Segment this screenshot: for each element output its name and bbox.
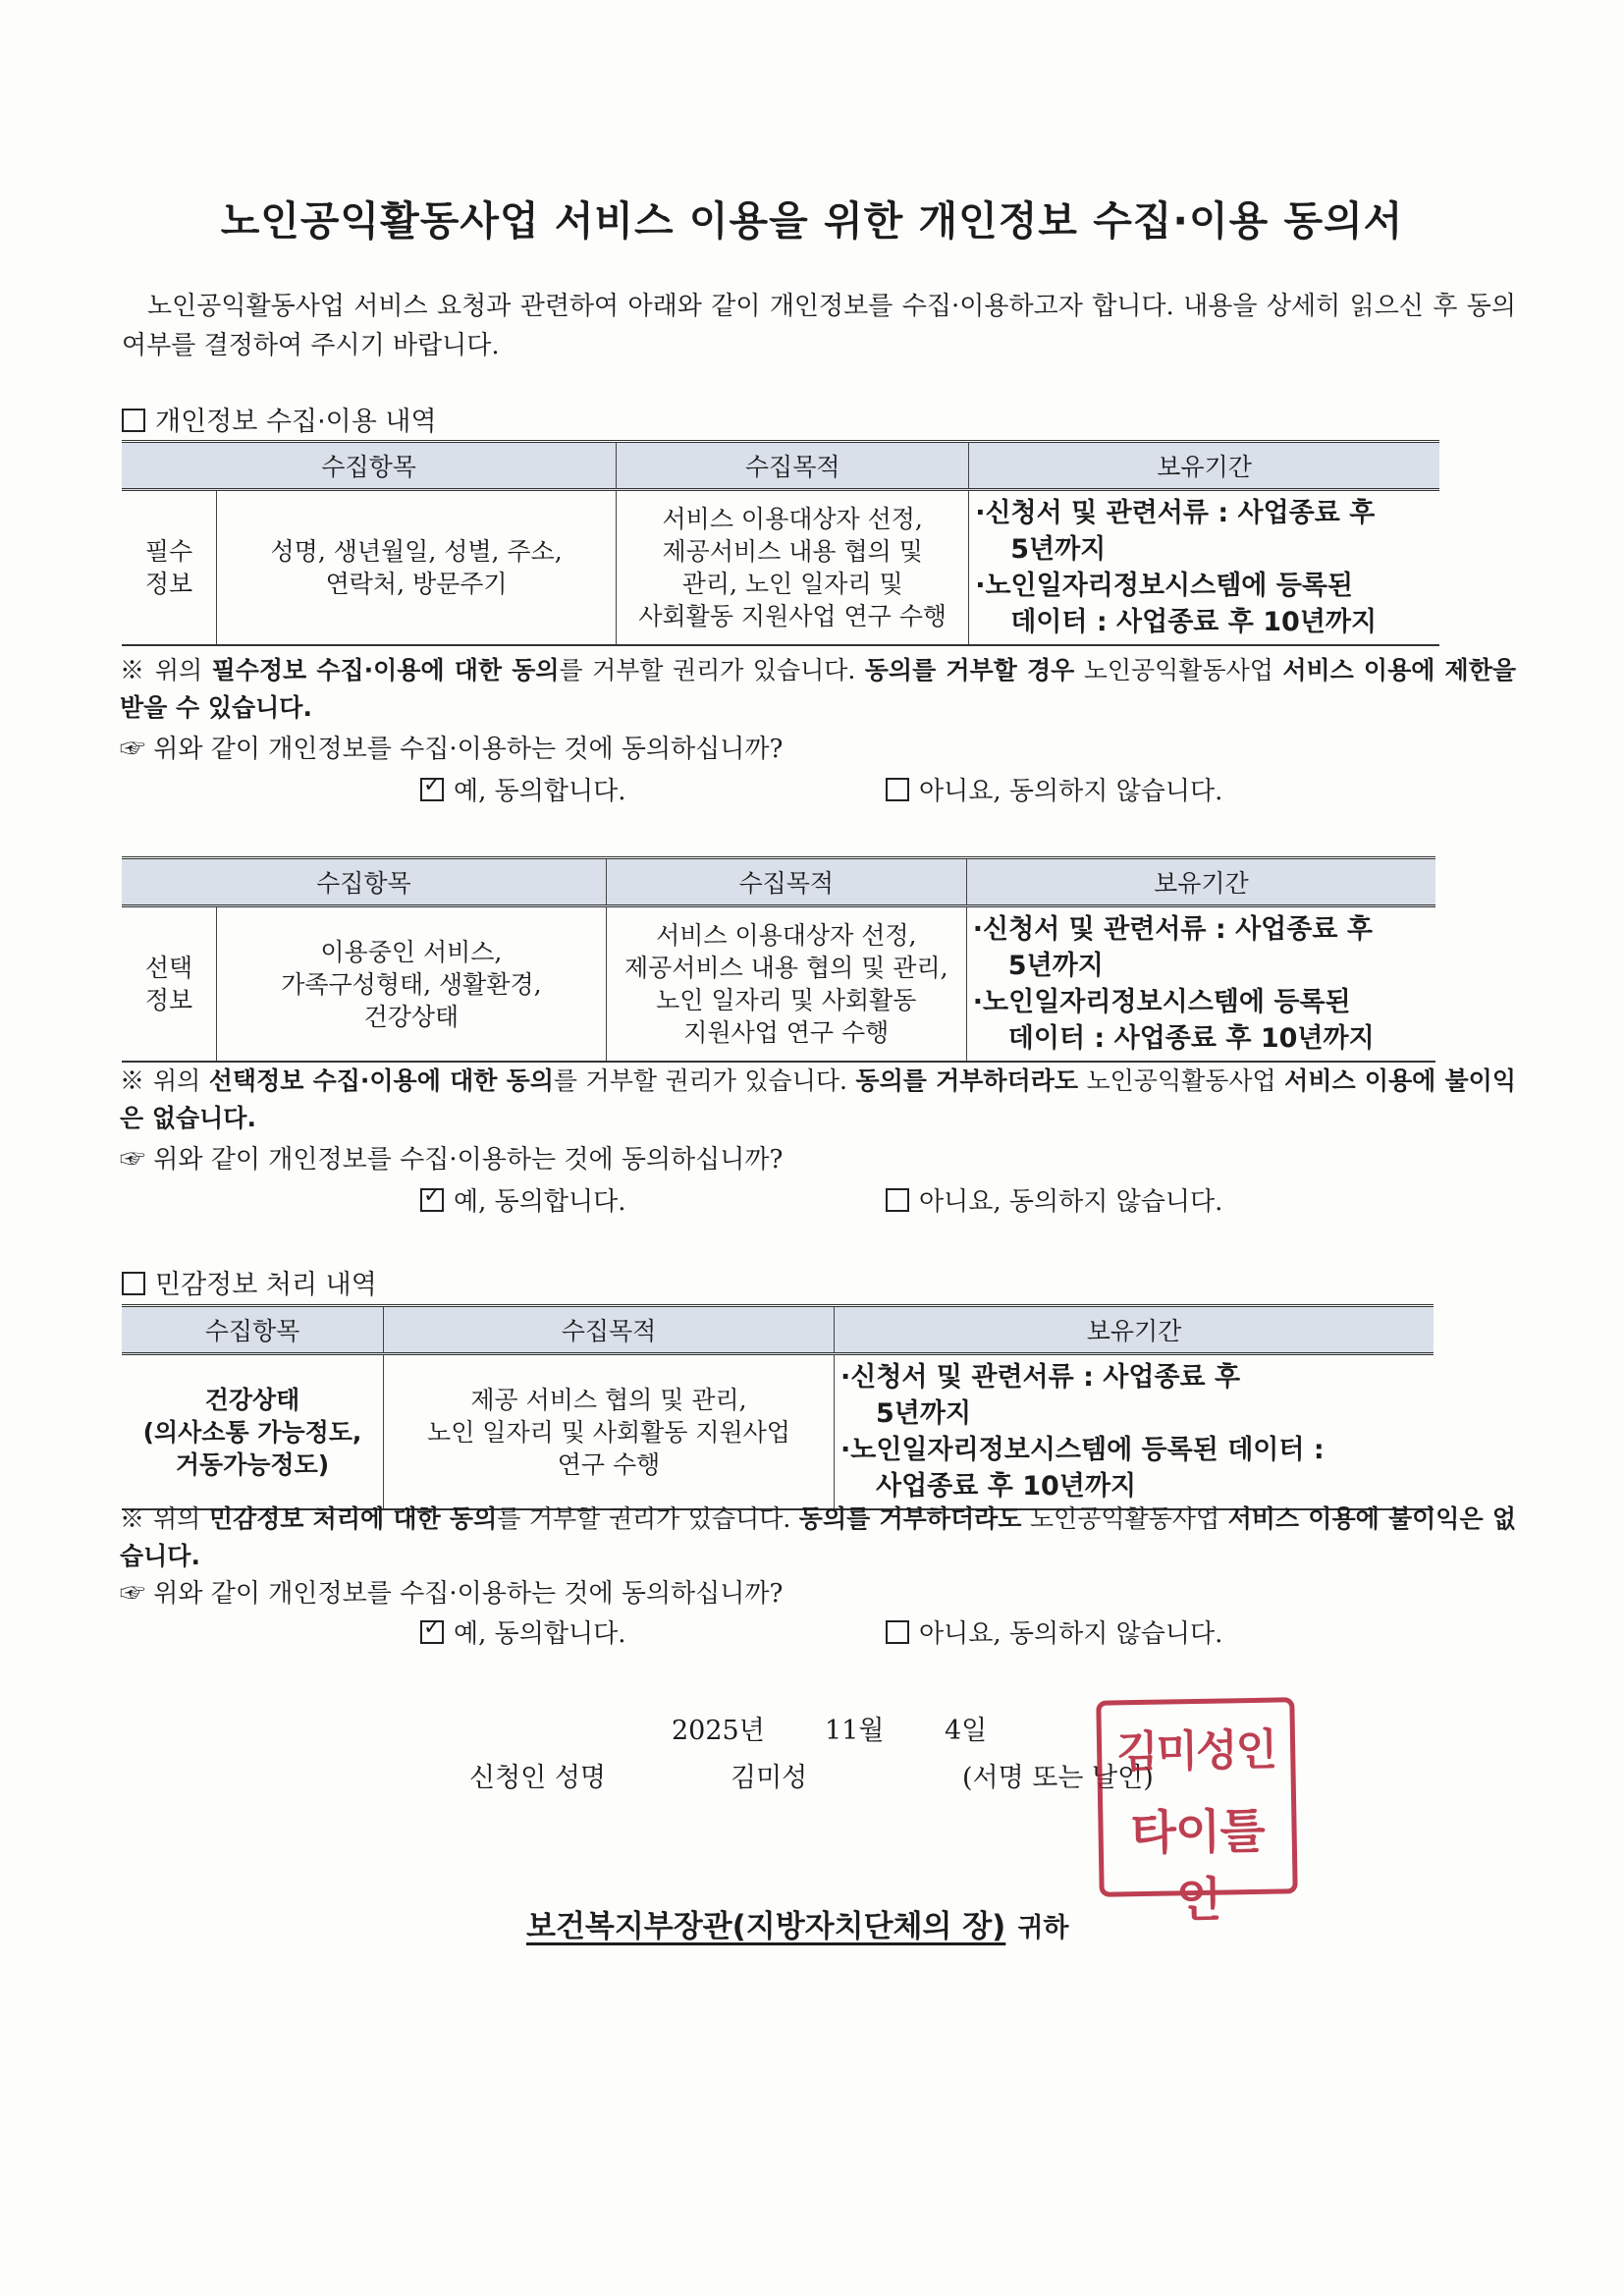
- items-cell: 건강상태 (의사소통 가능정도, 거동가능정도): [122, 1354, 384, 1510]
- seal-stamp: [1096, 1697, 1297, 1929]
- optional-yes-option[interactable]: ✓예, 동의합니다.: [420, 1181, 626, 1218]
- stamp-line: 김미성인: [1115, 1724, 1276, 1778]
- retention-line: 사업종료 후 10년까지: [876, 1471, 1137, 1502]
- retention-line: 데이터 : 사업종료 후 10년까지: [1007, 1023, 1375, 1054]
- recipient-name: 보건복지부장관(지방자치단체의 장): [526, 1909, 1006, 1944]
- purpose-cell: 제공 서비스 협의 및 관리, 노인 일자리 및 사회활동 지원사업 연구 수행: [384, 1354, 835, 1510]
- retention-line: ·신청서 및 관련서류 : 사업종료 후: [840, 1362, 1241, 1393]
- category-cell: 필수 정보: [122, 490, 217, 646]
- category-cell: 선택 정보: [122, 906, 217, 1063]
- square-icon: [122, 409, 145, 432]
- retention-line: 5년까지: [1007, 951, 1104, 981]
- section-heading-sensitive-info: [122, 1263, 377, 1301]
- optional-no-option[interactable]: 아니요, 동의하지 않습니다.: [886, 1181, 1222, 1218]
- signature-hint: (서명 또는 날인): [962, 1763, 1154, 1793]
- document-title: 노인공익활동사업 서비스 이용을 위한 개인정보 수집·이용 동의서: [220, 197, 1404, 245]
- checkbox-checked-icon[interactable]: [420, 1188, 444, 1212]
- applicant-name: 김미성: [731, 1763, 808, 1793]
- retention-cell: [835, 1354, 1435, 1510]
- checkbox-checked-icon[interactable]: [420, 1620, 444, 1644]
- purpose-cell: 서비스 이용대상자 선정, 제공서비스 내용 협의 및 관리, 노인 일자리 및 사회활동 지원사업 연구 수행: [606, 906, 966, 1063]
- checkbox-icon[interactable]: [886, 778, 909, 801]
- recipient-suffix: 귀하: [1017, 1913, 1069, 1943]
- consent-question: ☞ 위와 같이 개인정보를 수집·이용하는 것에 동의하십니까?: [120, 1145, 784, 1175]
- required-no-option[interactable]: 아니요, 동의하지 않습니다.: [886, 771, 1222, 807]
- sensitive-no-option[interactable]: 아니요, 동의하지 않습니다.: [886, 1613, 1222, 1650]
- date-month: 11월: [825, 1716, 885, 1746]
- retention-line: ·노인일자리정보시스템에 등록된: [975, 571, 1354, 601]
- intro-paragraph: 노인공익활동사업 서비스 요청과 관련하여 아래와 같이 개인정보를 수집·이용하고자 합니다. 내용을 상세히 읽으신 후 동의 여부를 결정하여 주시기 바랍니다.: [122, 292, 1516, 360]
- items-cell: 이용중인 서비스, 가족구성형태, 생활환경, 건강상태: [217, 906, 607, 1063]
- retention-cell: [966, 906, 1435, 1063]
- section-heading-label: 민감정보 처리 내역: [155, 1270, 377, 1300]
- recipient: [526, 1901, 1069, 1945]
- header-retention: 보유기간: [969, 442, 1439, 490]
- sensitive-note: ※ 위의 민감정보 처리에 대한 동의를 거부할 권리가 있습니다. 동의를 거부하더라도 노인공익활동사업 서비스 이용에 불이익은 없습니다.: [120, 1504, 1516, 1570]
- purpose-cell: 서비스 이용대상자 선정, 제공서비스 내용 협의 및 관리, 노인 일자리 및 사회활동 지원사업 연구 수행: [617, 490, 969, 646]
- required-note: ※ 위의 필수정보 수집·이용에 대한 동의를 거부할 권리가 있습니다. 동의를 거부할 경우 노인공익활동사업 서비스 이용에 제한을 받을 수 있습니다.: [120, 656, 1516, 722]
- checkbox-checked-icon[interactable]: [420, 778, 444, 801]
- applicant-label: 신청인 성명: [469, 1763, 606, 1793]
- header-purpose: 수집목적: [606, 858, 966, 906]
- retention-line: 5년까지: [1010, 534, 1107, 565]
- section-heading-label: 개인정보 수집·이용 내역: [155, 407, 437, 437]
- section-heading-personal-info: [122, 400, 437, 438]
- header-items: 수집항목: [122, 858, 606, 906]
- header-items: 수집항목: [122, 442, 617, 490]
- sensitive-info-table: [122, 1304, 1434, 1510]
- header-retention: 보유기간: [966, 858, 1435, 906]
- optional-info-table: [122, 856, 1435, 1063]
- required-yes-option[interactable]: ✓예, 동의합니다.: [420, 771, 626, 807]
- header-purpose: 수집목적: [617, 442, 969, 490]
- consent-question: ☞ 위와 같이 개인정보를 수집·이용하는 것에 동의하십니까?: [120, 1579, 784, 1609]
- retention-line: 데이터 : 사업종료 후 10년까지: [1010, 607, 1378, 637]
- date-year: 2025년: [672, 1716, 765, 1746]
- square-icon: [122, 1272, 145, 1295]
- required-info-table: [122, 440, 1439, 646]
- header-retention: 보유기간: [835, 1306, 1435, 1354]
- items-cell: 성명, 생년월일, 성별, 주소, 연락처, 방문주기: [217, 490, 617, 646]
- retention-line: ·노인일자리정보시스템에 등록된: [972, 987, 1351, 1017]
- stamp-line: 타이틀인: [1130, 1803, 1266, 1929]
- retention-line: ·신청서 및 관련서류 : 사업종료 후: [972, 914, 1373, 945]
- retention-line: ·노인일자리정보시스템에 등록된 데이터 :: [840, 1435, 1325, 1465]
- checkbox-icon[interactable]: [886, 1188, 909, 1212]
- retention-line: 5년까지: [876, 1398, 972, 1429]
- header-purpose: 수집목적: [384, 1306, 835, 1354]
- retention-cell: [969, 490, 1439, 646]
- consent-question: ☞ 위와 같이 개인정보를 수집·이용하는 것에 동의하십니까?: [120, 735, 784, 764]
- optional-note: ※ 위의 선택정보 수집·이용에 대한 동의를 거부할 권리가 있습니다. 동의를 거부하더라도 노인공익활동사업 서비스 이용에 불이익은 없습니다.: [120, 1066, 1516, 1132]
- checkbox-icon[interactable]: [886, 1620, 909, 1644]
- retention-line: ·신청서 및 관련서류 : 사업종료 후: [975, 498, 1376, 528]
- sensitive-yes-option[interactable]: ✓예, 동의합니다.: [420, 1613, 626, 1650]
- header-items: 수집항목: [122, 1306, 384, 1354]
- date-day: 4일: [945, 1716, 988, 1746]
